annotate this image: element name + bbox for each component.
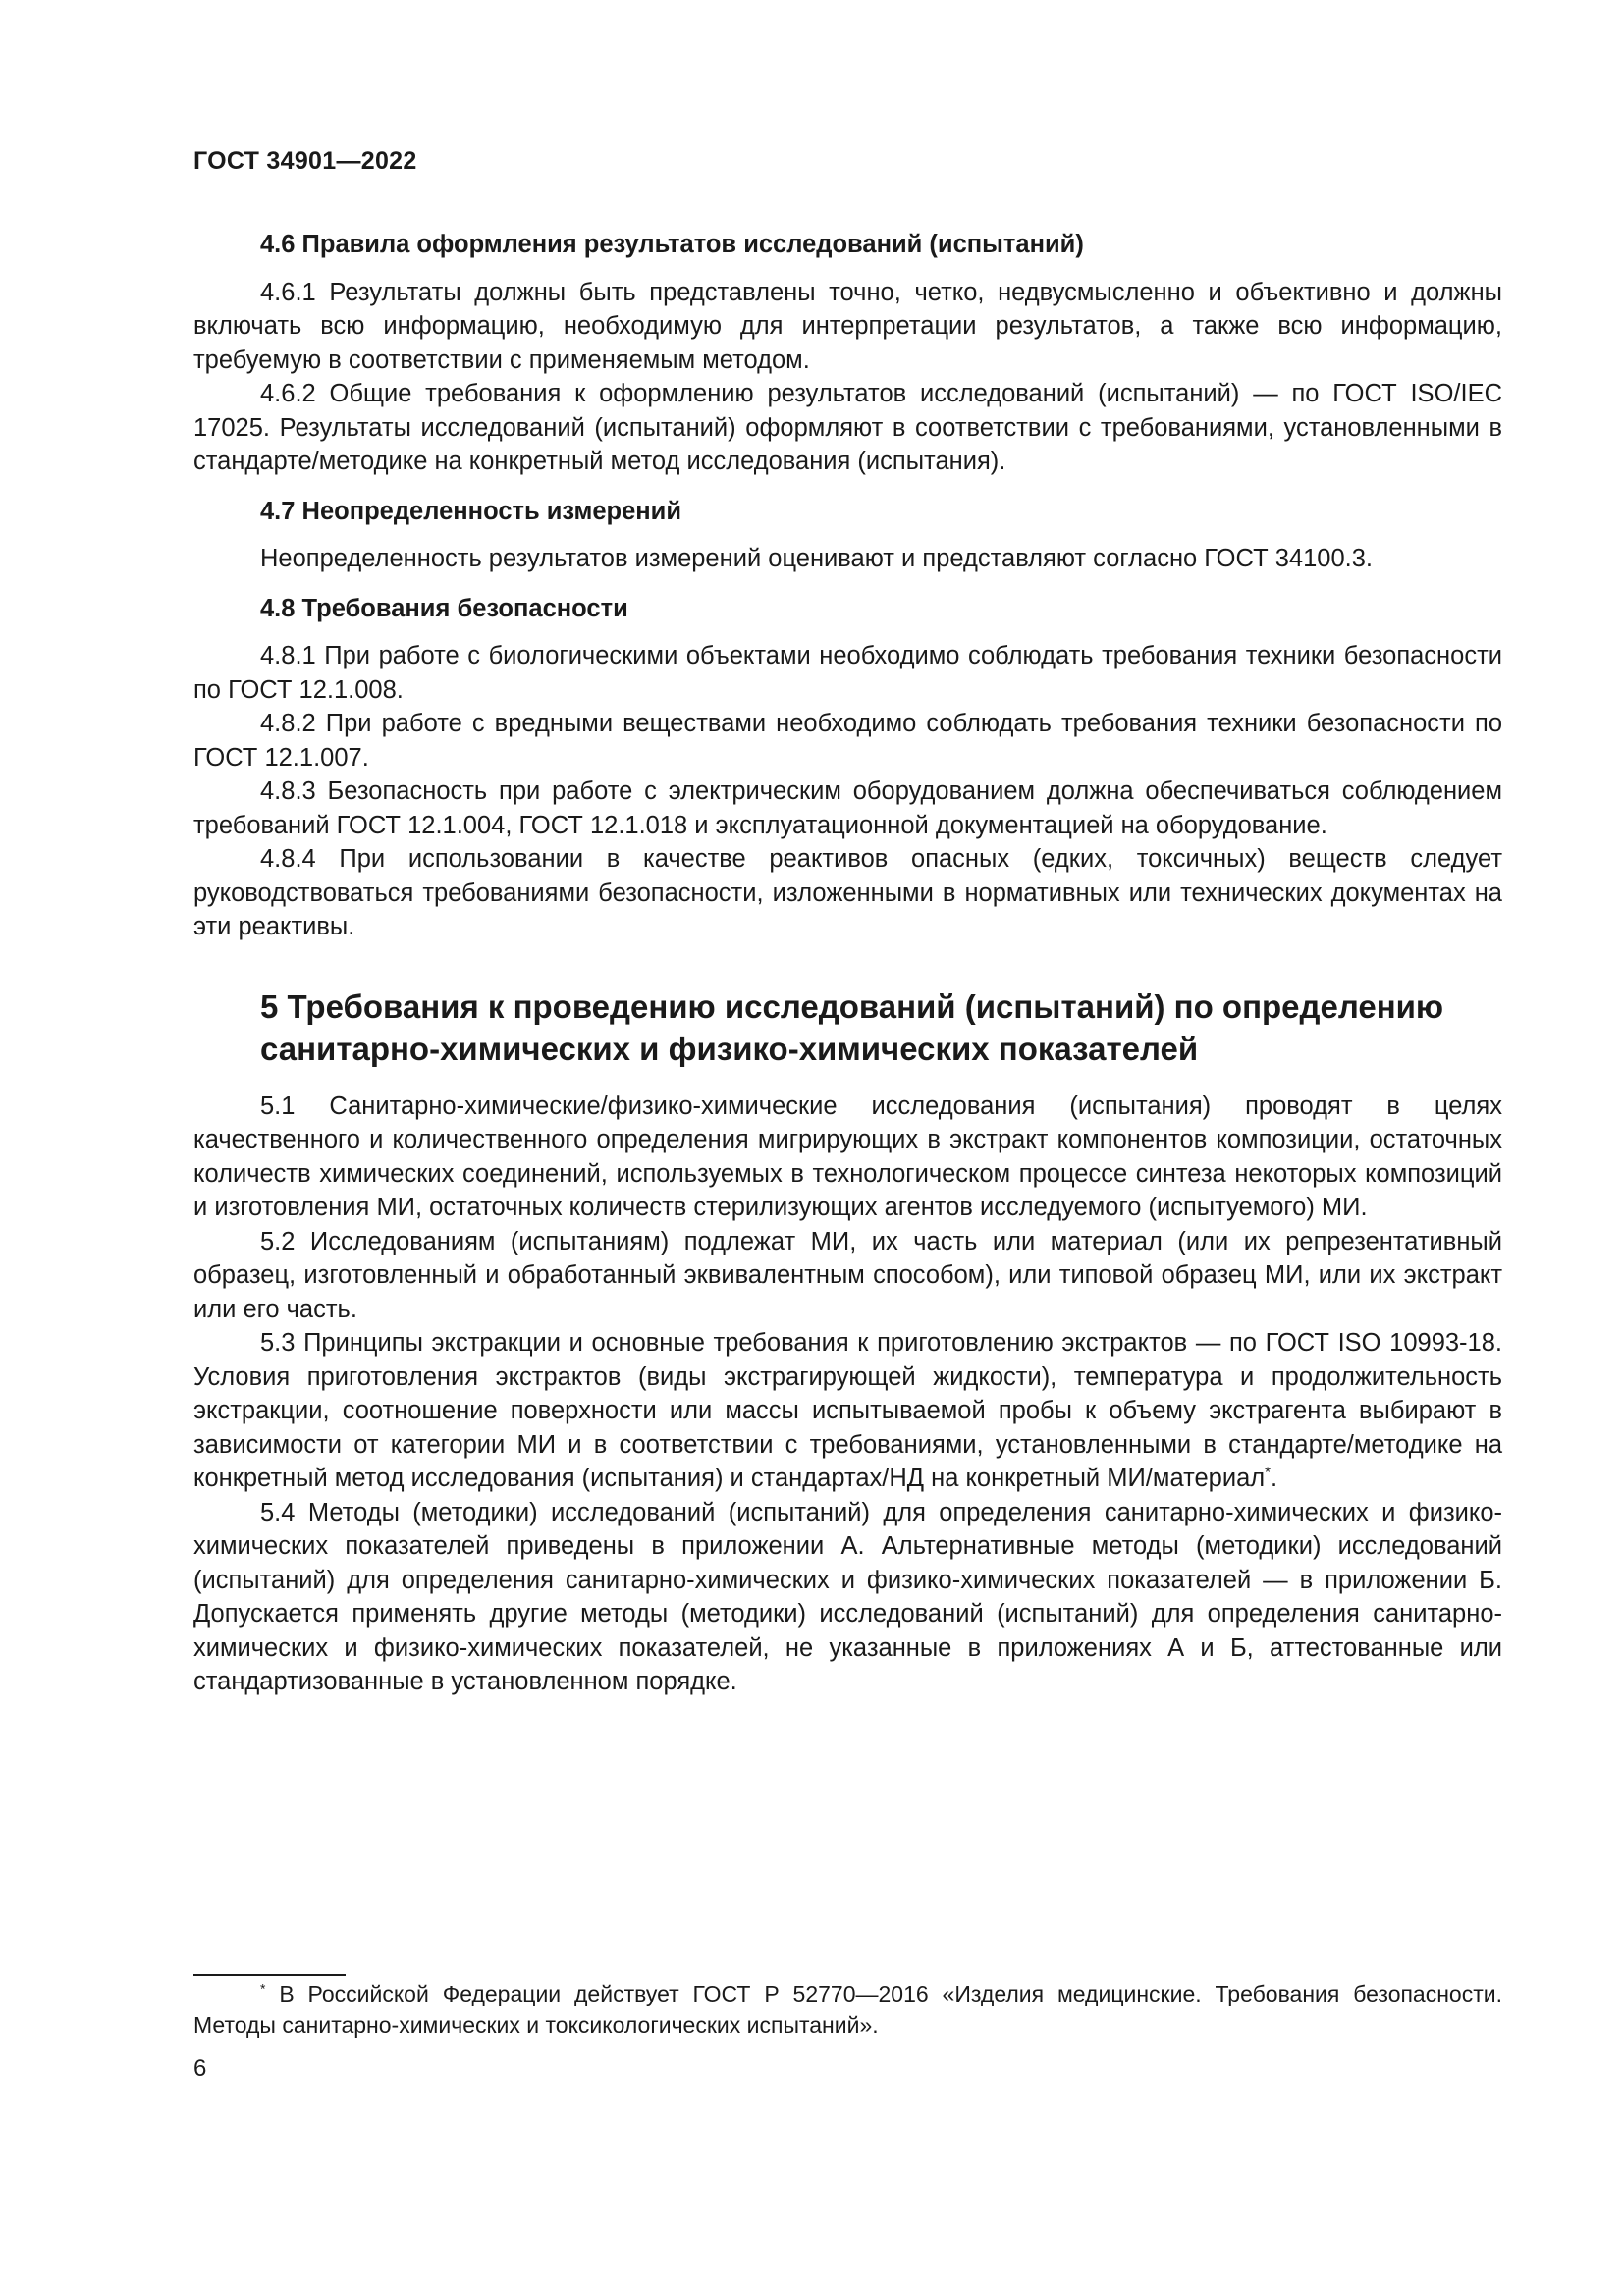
paragraph-4-8-2: 4.8.2 При работе с вредными веществами необходимо соблюдать требования техники безопасности по ГОСТ 12.1.007.	[193, 710, 1502, 772]
section-heading-5-line1: 5 Требования к проведению исследований (испытаний) по определению	[260, 988, 1444, 1025]
paragraph-4-8-4: 4.8.4 При использовании в качестве реактивов опасных (едких, токсичных) веществ следует руководствоваться требованиями безопасности, изложенными в нормативных или технических документах на эти реактивы.	[193, 845, 1502, 940]
paragraph-4-6-2: 4.6.2 Общие требования к оформлению результатов исследований (испытаний) — по ГОСТ ISO/IEC 17025. Результаты исследований (испытаний) оформляют в соответствии с требованиями, установленными в стандарте/методике на конкретный метод исследования (испытания).	[193, 380, 1502, 475]
paragraph-4-6-1: 4.6.1 Результаты должны быть представлены точно, четко, недвусмысленно и объективно и должны включать всю информацию, необходимую для интерпретации результатов, а также всю информацию, требуемую в соответствии с применяемым методом.	[193, 278, 1502, 374]
subsection-heading-4-8: 4.8 Требования безопасности	[260, 594, 628, 622]
page-content	[193, 228, 1502, 1699]
footnote-mark: *	[260, 1980, 266, 1997]
footnote	[193, 1978, 1502, 2041]
footnote-reference: *	[1265, 1464, 1271, 1481]
paragraph-5-3	[193, 1326, 1502, 1496]
subsection-heading-4-6: 4.6 Правила оформления результатов исследований (испытаний)	[260, 231, 1084, 258]
footnote-separator	[193, 1974, 346, 1976]
paragraph-5-1: 5.1 Санитарно-химические/физико-химические исследования (испытания) проводят в целях качественного и количественного определения мигрирующих в экстракт компонентов композиции, остаточных количеств химических соединений, используемых в технологическом процессе синтеза некоторых композиций и изготовления МИ, остаточных количеств стерилизующих агентов исследуемого (испытуемого) МИ.	[193, 1092, 1502, 1221]
paragraph-5-3-end: .	[1270, 1465, 1278, 1492]
section-heading-5	[193, 986, 1502, 1070]
paragraph-4-8-1: 4.8.1 При работе с биологическими объектами необходимо соблюдать требования техники безопасности по ГОСТ 12.1.008.	[193, 642, 1502, 704]
footnote-text: В Российской Федерации действует ГОСТ Р 52770—2016 «Изделия медицинские. Требования безопасности. Методы санитарно-химических и токсикологических испытаний».	[193, 1981, 1502, 2038]
paragraph-4-7: Неопределенность результатов измерений оценивают и представляют согласно ГОСТ 34100.3.	[260, 545, 1373, 572]
subsection-heading-4-7: 4.7 Неопределенность измерений	[260, 497, 682, 525]
paragraph-5-3-text: 5.3 Принципы экстракции и основные требования к приготовлению экстрактов — по ГОСТ ISO 10993-18. Условия приготовления экстрактов (виды экстрагирующей жидкости), температура и продолжительность экстракции, соотношение поверхности или массы испытываемой пробы к объему экстрагента выбирают в зависимости от категории МИ и в соответствии с требованиями, установленными в стандарте/методике на конкретный метод исследования (испытания) и стандартах/НД на конкретный МИ/материал	[193, 1329, 1502, 1492]
paragraph-5-2: 5.2 Исследованиям (испытаниям) подлежат МИ, их часть или материал (или их репрезентативный образец, изготовленный и обработанный эквивалентным способом), или типовой образец МИ, или их экстракт или его часть.	[193, 1227, 1502, 1323]
section-heading-5-line2: санитарно-химических и физико-химических показателей	[260, 1030, 1199, 1067]
paragraph-5-4: 5.4 Методы (методики) исследований (испытаний) для определения санитарно-химических и физико-химических показателей приведены в приложении А. Альтернативные методы (методики) исследований (испытаний) для определения санитарно-химических и физико-химических показателей — в приложении Б. Допускается применять другие методы (методики) исследований (испытаний) для определения санитарно-химических и физико-химических показателей, не указанные в приложениях А и Б, аттестованные или стандартизованные в установленном порядке.	[193, 1498, 1502, 1695]
paragraph-4-8-3: 4.8.3 Безопасность при работе с электрическим оборудованием должна обеспечиваться соблюдением требований ГОСТ 12.1.004, ГОСТ 12.1.018 и эксплуатационной документацией на оборудование.	[193, 777, 1502, 839]
document-header-id: ГОСТ 34901—2022	[193, 147, 417, 175]
page-number: 6	[193, 2056, 207, 2082]
